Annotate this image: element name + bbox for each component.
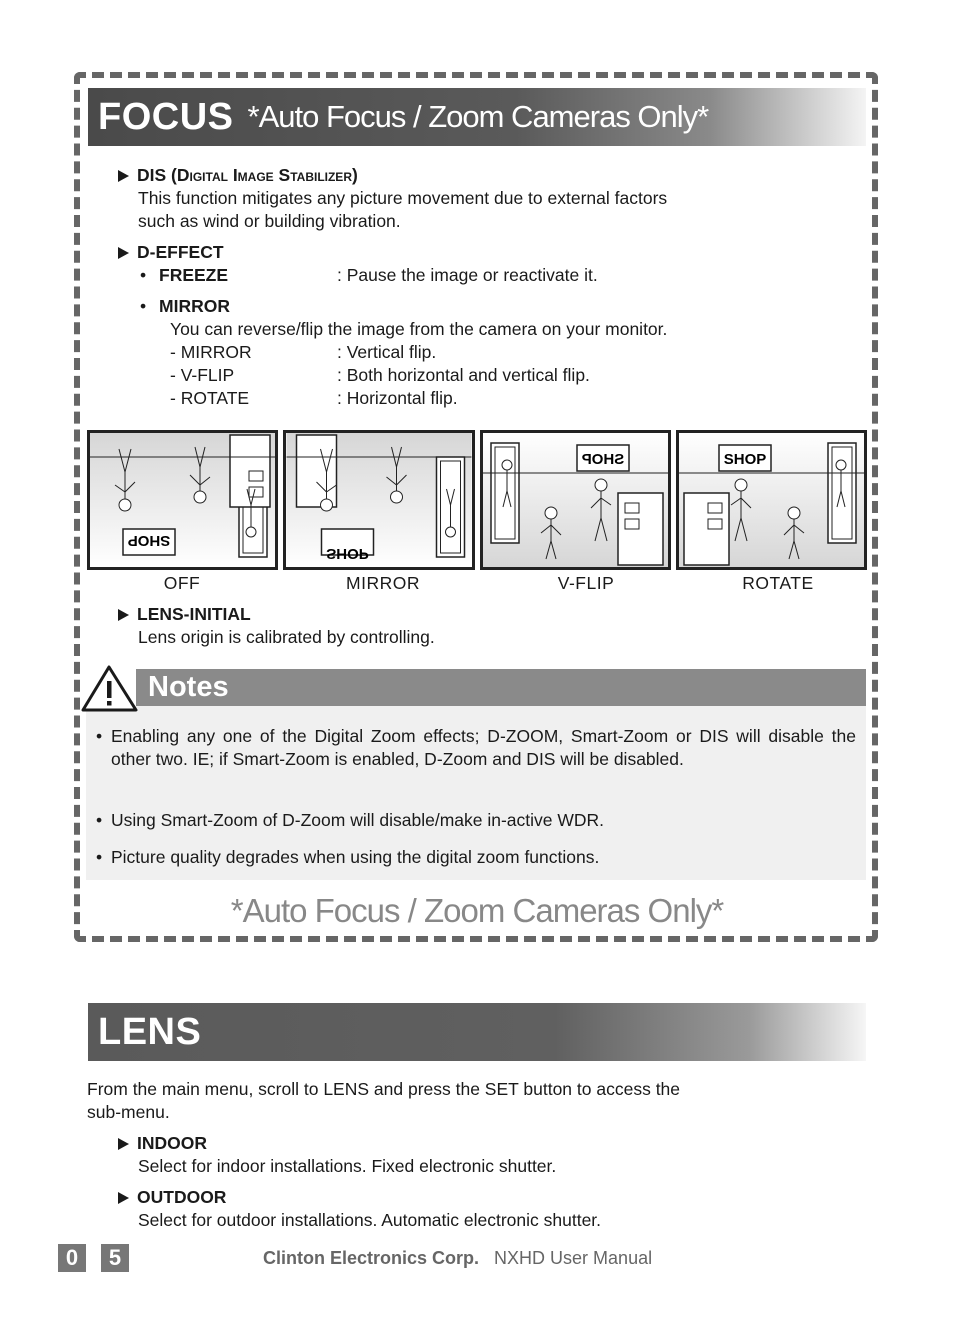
note-item: • Enabling any one of the Digital Zoom effects; D-ZOOM, Smart-Zoom or DIS will disable the other two. IE; if Smart-Zoom is enabled, D-Zoom and DIS will be disabled. [96,726,856,769]
indoor-desc: Select for indoor installations. Fixed electronic shutter. [138,1156,557,1176]
option-label: - V-FLIP [170,365,235,385]
arrow-icon [118,247,129,259]
freeze-desc: : Pause the image or reactivate it. [337,265,598,285]
indoor-heading: INDOOR [118,1132,207,1155]
caption-v-flip: V-FLIP [557,573,615,593]
option-desc: : Horizontal flip. [337,388,458,408]
outdoor-desc: Select for outdoor installations. Automatic electronic shutter. [138,1210,602,1230]
scene-illustration [90,433,275,567]
bottom-subtitle: *Auto Focus / Zoom Cameras Only* [230,892,724,929]
mirror-label: MIRROR [159,296,230,316]
illustration-mirror [283,430,475,570]
shop-sign-text: SHOP [326,545,369,562]
lens-intro-line1: From the main menu, scroll to LENS and press the SET button to access the [87,1079,681,1099]
option-desc: : Both horizontal and vertical flip. [337,365,590,385]
focus-banner [88,88,866,146]
scene-illustration [483,433,668,567]
dis-desc-line1: This function mitigates any picture movement due to external factors [138,188,668,208]
outdoor-heading: OUTDOOR [118,1186,226,1209]
focus-subtitle: *Auto Focus / Zoom Cameras Only* [247,99,709,134]
option-desc: : Vertical flip. [337,342,437,362]
mirror-bullet: • [140,296,147,316]
lens-initial-heading: LENS-INITIAL [118,603,251,626]
warning-icon [80,664,140,714]
shop-sign-text: SHOP [581,451,625,468]
page-number-digit: 5 [101,1244,129,1272]
shop-sign-text: SHOP [723,451,767,468]
freeze-label: FREEZE [159,265,229,285]
shop-sign-text: SHOP [127,532,171,549]
freeze-bullet: • [140,265,147,285]
note-item: • Picture quality degrades when using the digital zoom functions. [96,847,600,867]
footer-company: Clinton Electronics Corp. [263,1248,480,1268]
illustration-rotate [676,430,867,570]
lens-intro-line2: sub-menu. [87,1102,170,1122]
dis-desc-line2: such as wind or building vibration. [138,211,401,231]
caption-off: OFF [163,573,201,593]
lens-banner [88,1003,866,1061]
illustration-off [87,430,278,570]
footer-text [263,1248,652,1269]
mirror-intro: You can reverse/flip the image from the camera on your monitor. [170,319,668,339]
arrow-icon [118,170,129,182]
focus-title: FOCUS [98,95,234,138]
page-number-digit: 0 [58,1244,86,1272]
option-label: - MIRROR [170,342,252,362]
d-effect-heading: D-EFFECT [118,241,224,264]
footer-manual: NXHD User Manual [494,1248,653,1268]
arrow-icon [118,1138,129,1150]
caption-mirror: MIRROR [346,573,420,593]
caption-rotate: ROTATE [742,573,814,593]
scene-illustration [679,433,864,567]
notes-header: Notes [136,669,866,706]
lens-initial-desc: Lens origin is calibrated by controlling. [138,627,435,647]
illustration-v-flip [480,430,671,570]
lens-title: LENS [98,1010,202,1053]
arrow-icon [118,609,129,621]
dis-heading: DIS (Digital Image Stabilizer) [118,164,358,187]
note-item: • Using Smart-Zoom of D-Zoom will disable/make in-active WDR. [96,810,605,830]
option-label: - ROTATE [170,388,250,408]
arrow-icon [118,1192,129,1204]
scene-illustration [286,433,472,567]
